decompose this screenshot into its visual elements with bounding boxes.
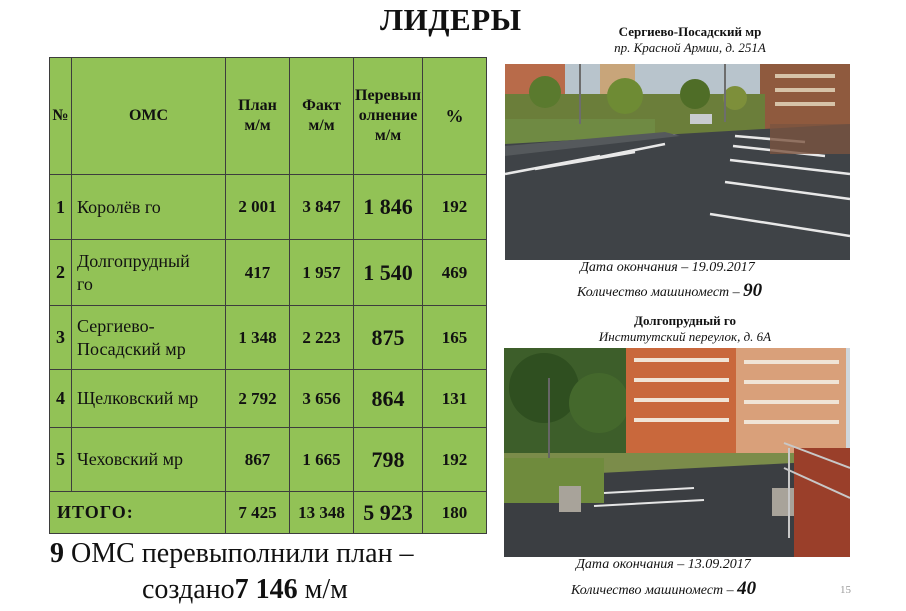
header-plan: План м/м <box>226 58 290 175</box>
photo1-address: пр. Красной Армии, д. 251А <box>614 40 766 55</box>
cell-pct: 192 <box>423 428 487 492</box>
leaders-table <box>49 57 487 534</box>
table-row <box>50 370 487 428</box>
photo2-caption <box>555 313 815 345</box>
cell-fact: 3 656 <box>290 370 354 428</box>
cell-plan: 1 348 <box>226 306 290 370</box>
cell-num: 2 <box>50 240 72 306</box>
cell-fact: 2 223 <box>290 306 354 370</box>
cell-pct: 469 <box>423 240 487 306</box>
photo1-title: Сергиево-Посадский мр <box>618 24 762 39</box>
slide-title: ЛИДЕРЫ <box>380 2 522 37</box>
header-oms: ОМС <box>72 58 226 175</box>
cell-num: 3 <box>50 306 72 370</box>
summary-value: 7 146 <box>234 574 298 605</box>
photo2-address: Институтский переулок, д. 6А <box>598 329 772 344</box>
total-plan: 7 425 <box>226 492 290 534</box>
cell-oms: Чеховский мр <box>72 428 226 492</box>
photo-dolgoprudny-parking <box>504 348 850 557</box>
table-row <box>50 240 487 306</box>
total-over: 5 923 <box>354 492 423 534</box>
cell-num: 4 <box>50 370 72 428</box>
cell-fact: 1 957 <box>290 240 354 306</box>
summary-text2: создано <box>142 574 235 605</box>
header-over: Перевып олнение м/м <box>354 58 423 175</box>
cell-over: 1 846 <box>354 175 423 240</box>
cell-oms: Королёв го <box>72 175 226 240</box>
cell-pct: 165 <box>423 306 487 370</box>
summary-unit: м/м <box>297 574 348 605</box>
cell-over: 864 <box>354 370 423 428</box>
cell-plan: 2 792 <box>226 370 290 428</box>
cell-plan: 2 001 <box>226 175 290 240</box>
photo-sergiev-posad-parking <box>505 64 850 260</box>
table-row <box>50 306 487 370</box>
cell-pct: 192 <box>423 175 487 240</box>
cell-fact: 3 847 <box>290 175 354 240</box>
cell-oms: Долгопрудный го <box>72 240 226 306</box>
table-total-row <box>50 492 487 534</box>
cell-fact: 1 665 <box>290 428 354 492</box>
cell-num: 1 <box>50 175 72 240</box>
cell-plan: 417 <box>226 240 290 306</box>
photo1-caption <box>560 24 820 56</box>
header-pct: % <box>423 58 487 175</box>
summary-text <box>50 536 414 608</box>
photo2-spaces: Количество машиномест – 40 <box>571 578 757 599</box>
photo1-spaces: Количество машиномест – 90 <box>577 280 763 301</box>
cell-pct: 131 <box>423 370 487 428</box>
table-row <box>50 428 487 492</box>
photo1-date: Дата окончания – 19.09.2017 <box>580 260 755 275</box>
total-label: ИТОГО: <box>50 492 226 534</box>
cell-over: 798 <box>354 428 423 492</box>
photo2-date: Дата окончания – 13.09.2017 <box>576 557 751 572</box>
total-pct: 180 <box>423 492 487 534</box>
cell-plan: 867 <box>226 428 290 492</box>
total-fact: 13 348 <box>290 492 354 534</box>
cell-oms: Щелковский мр <box>72 370 226 428</box>
cell-num: 5 <box>50 428 72 492</box>
cell-over: 875 <box>354 306 423 370</box>
header-num: № <box>50 58 72 175</box>
summary-count: 9 <box>50 538 64 569</box>
table-row <box>50 175 487 240</box>
header-fact: Факт м/м <box>290 58 354 175</box>
photo2-title: Долгопрудный го <box>634 313 736 328</box>
cell-over: 1 540 <box>354 240 423 306</box>
table-header-row <box>50 58 487 175</box>
page-number: 15 <box>840 584 851 596</box>
summary-text1: ОМС перевыполнили план – <box>64 538 414 569</box>
cell-oms: Сергиево- Посадский мр <box>72 306 226 370</box>
